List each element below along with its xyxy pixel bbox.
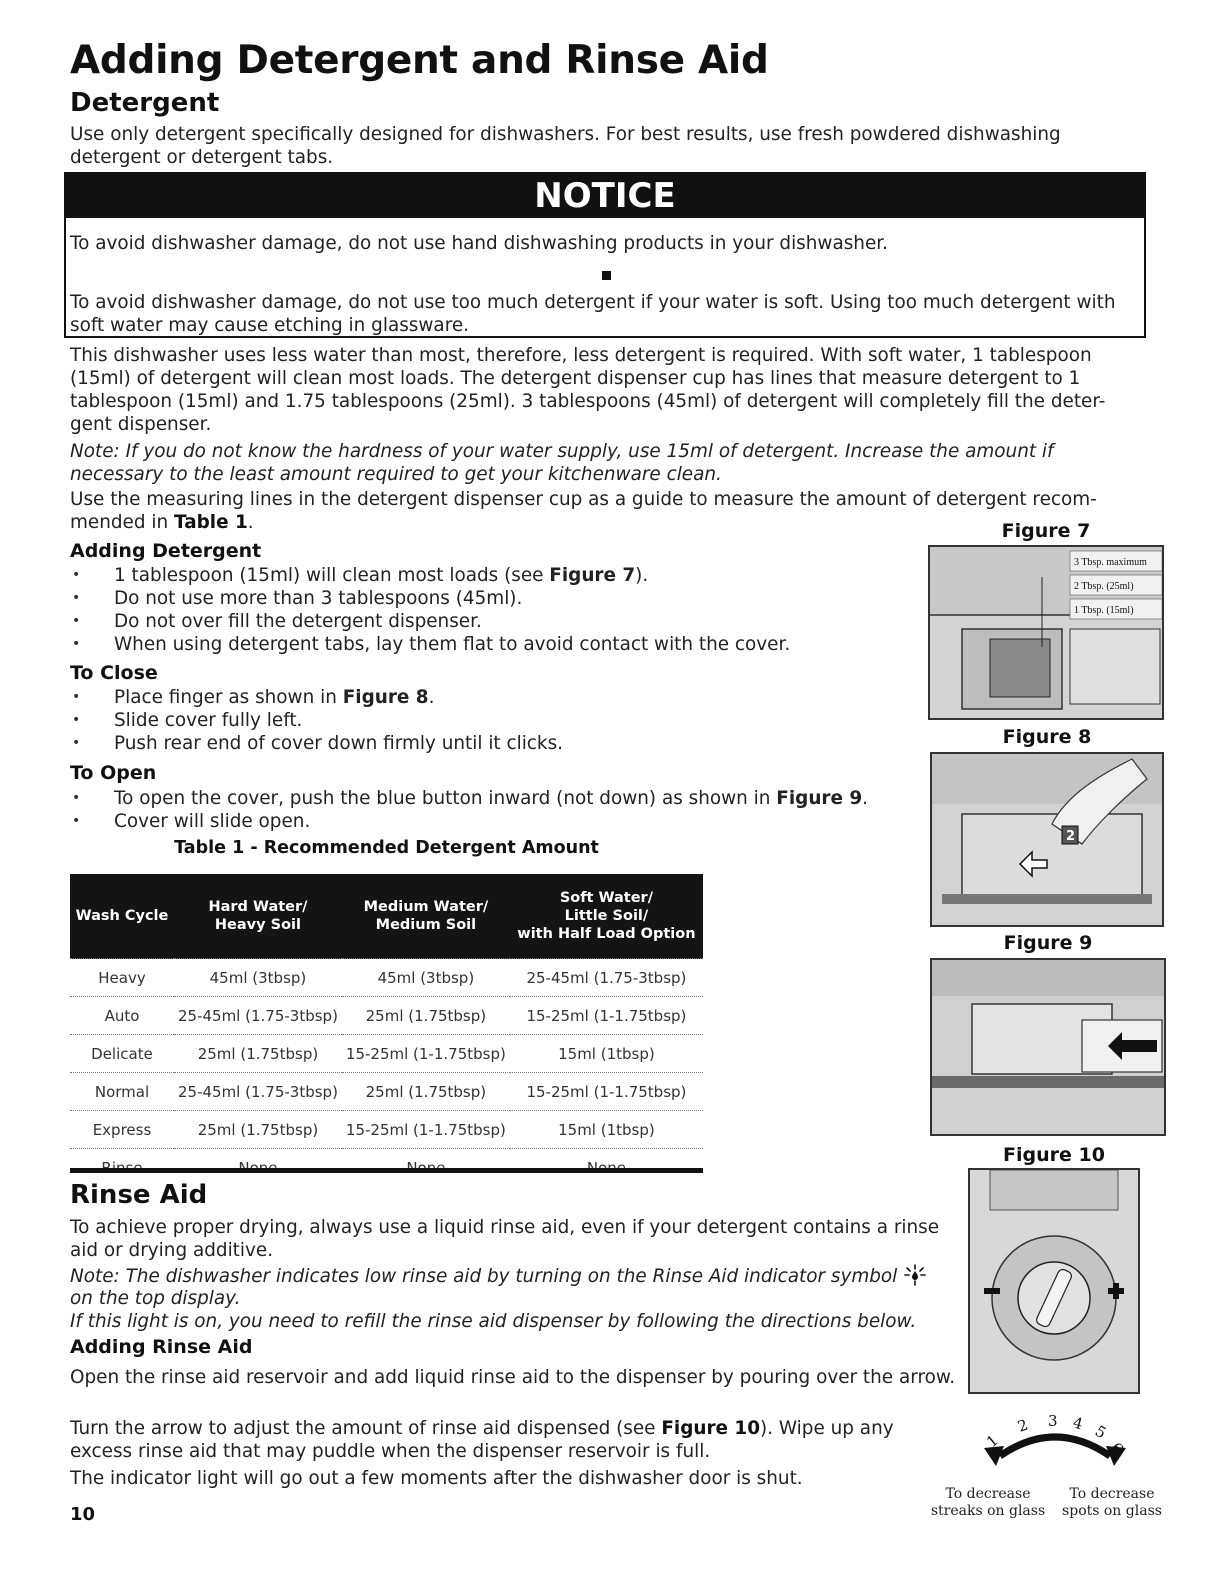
rinse-aid-note-2: If this light is on, you need to refill the rinse aid dispenser by following the directions below.: [70, 1311, 917, 1332]
table-header-cell: Medium Water/ Medium Soil: [342, 874, 510, 959]
figure-7-caption: Figure 7: [1001, 520, 1091, 542]
table-cell: 25ml (1.75tbsp): [174, 1111, 342, 1149]
table-row: [70, 959, 703, 997]
list-item-text: Place finger as shown in: [114, 687, 343, 708]
adding-rinse-aid-heading: Adding Rinse Aid: [70, 1336, 253, 1358]
table-cell: 15-25ml (1-1.75tbsp): [510, 1073, 703, 1111]
to-open-list: [70, 787, 868, 833]
dial-left-label-2: streaks on glass: [930, 1503, 1046, 1519]
figure-9-caption: Figure 9: [1003, 932, 1093, 954]
list-item: • Do not over fill the detergent dispenser.: [70, 610, 790, 633]
table-cell: 15-25ml (1-1.75tbsp): [342, 1111, 510, 1149]
list-item-end: .: [862, 788, 869, 809]
table-cell: Normal: [70, 1073, 174, 1111]
rinse-aid-dial-diagram: [970, 1410, 1140, 1490]
dial-number-2: 2: [1015, 1415, 1031, 1436]
to-close-heading: To Close: [70, 662, 158, 684]
rinse-aid-paragraph-3-end: ). Wipe up any excess rinse aid that may puddle when the dispenser reservoir is full.: [70, 1418, 894, 1462]
table-cell: Delicate: [70, 1035, 174, 1073]
figure-7-label-1tbsp: 1 Tbsp. (15ml): [1074, 605, 1134, 616]
list-item-text: 1 tablespoon (15ml) will clean most loads (see: [114, 565, 550, 586]
rinse-aid-paragraph-3: [70, 1417, 930, 1463]
table-1-reference: Table 1: [174, 512, 248, 533]
figure-8-caption: Figure 8: [1002, 726, 1092, 748]
figure-9-image: [930, 958, 1166, 1136]
detergent-heading: Detergent: [70, 88, 220, 118]
rinse-aid-indicator-icon: [903, 1264, 927, 1286]
body-paragraph-1: This dishwasher uses less water than most, therefore, less detergent is required. With soft water, 1 tablespoon (15ml) of detergent will clean most loads. The detergent dispenser cup has lines that measure detergent to 1 tablespoon (15ml) and 1.75 tablespoons (25ml). 3 tablespoons (45ml) of detergent will completely fill the deter-gent dispenser.: [70, 345, 1106, 435]
list-item: • Slide cover fully left.: [70, 709, 563, 732]
table-cell: 25ml (1.75tbsp): [174, 1035, 342, 1073]
notice-separator: [602, 271, 611, 280]
table-row: [70, 997, 703, 1035]
page-title: Adding Detergent and Rinse Aid: [70, 38, 769, 83]
figure-10-image: [968, 1168, 1140, 1394]
dial-number-1: 1: [983, 1431, 1002, 1452]
rinse-aid-note-text: Note: The dishwasher indicates low rinse aid by turning on the Rinse Aid indicator symbol: [70, 1266, 898, 1287]
table-cell: 15-25ml (1-1.75tbsp): [342, 1035, 510, 1073]
table-row: [70, 1035, 703, 1073]
dial-right-label-1: To decrease: [1069, 1486, 1155, 1502]
dial-number-4: 4: [1070, 1413, 1085, 1434]
figure-7-label-3tbsp: 3 Tbsp. maximum: [1074, 557, 1147, 568]
table-row: [70, 1111, 703, 1149]
table-row: [70, 1073, 703, 1111]
body-paragraph-2b-text: mended in: [70, 512, 175, 533]
dial-left-label: [928, 1486, 1048, 1520]
table-cell: Express: [70, 1111, 174, 1149]
notice-box: [64, 172, 1146, 338]
list-item-text: To open the cover, push the blue button inward (not down) as shown in: [114, 788, 777, 809]
body-note: Note: If you do not know the hardness of your water supply, use 15ml of detergent. Increase the amount if necessary to the least amount required to get your kitchenware clean.: [70, 441, 1054, 485]
rinse-aid-note-1b: on the top display.: [70, 1288, 241, 1309]
table-cell: 15ml (1tbsp): [510, 1111, 703, 1149]
rinse-aid-heading: Rinse Aid: [70, 1180, 208, 1210]
to-open-heading: To Open: [70, 762, 157, 784]
page-number: 10: [70, 1504, 96, 1525]
list-item: [70, 564, 790, 587]
list-item: • Do not use more than 3 tablespoons (45ml).: [70, 587, 790, 610]
body-paragraph-2b: [70, 511, 254, 534]
table-header-cell: Hard Water/ Heavy Soil: [174, 874, 342, 959]
table-cell: 15-25ml (1-1.75tbsp): [510, 997, 703, 1035]
figure-8-marker: 2: [1066, 829, 1076, 844]
list-item: • Push rear end of cover down firmly until it clicks.: [70, 732, 563, 755]
rinse-aid-paragraph-3-text: Turn the arrow to adjust the amount of rinse aid dispensed (see: [70, 1418, 662, 1439]
table-header-cell: Wash Cycle: [70, 874, 174, 959]
figure-7-image: [928, 545, 1164, 720]
figure-8-image: [930, 752, 1164, 927]
table-body: [70, 959, 703, 1187]
list-item: [70, 686, 563, 709]
rinse-aid-paragraph-2: Open the rinse aid reservoir and add liquid rinse aid to the dispenser by pouring over the arrow.: [70, 1367, 956, 1388]
dial-number-6: 6: [1106, 1439, 1127, 1458]
dial-number-3: 3: [1048, 1412, 1058, 1430]
body-paragraph-2a: Use the measuring lines in the detergent dispenser cup as a guide to measure the amount of detergent recom-: [70, 489, 1097, 510]
list-item-end: .: [428, 687, 435, 708]
table-cell: 45ml (3tbsp): [342, 959, 510, 997]
body-paragraph-2b-end: .: [247, 512, 254, 533]
notice-heading: NOTICE: [66, 174, 1144, 218]
table-cell: 25-45ml (1.75-3tbsp): [174, 1073, 342, 1111]
figure-10-reference: Figure 10: [661, 1418, 761, 1439]
table-cell: 25-45ml (1.75-3tbsp): [174, 997, 342, 1035]
figure-7-reference: Figure 7: [549, 565, 636, 586]
table-cell: 25ml (1.75tbsp): [342, 997, 510, 1035]
figure-7-label-2tbsp: 2 Tbsp. (25ml): [1074, 581, 1134, 592]
table-cell: 25ml (1.75tbsp): [342, 1073, 510, 1111]
rinse-aid-note-1: [70, 1264, 927, 1288]
table-cell: Heavy: [70, 959, 174, 997]
dial-right-label-2: spots on glass: [1062, 1503, 1162, 1519]
list-item: [70, 787, 868, 810]
table-caption: Table 1 - Recommended Detergent Amount: [174, 838, 599, 858]
table-cell: 25-45ml (1.75-3tbsp): [510, 959, 703, 997]
adding-detergent-list: [70, 564, 790, 656]
adding-detergent-heading: Adding Detergent: [70, 540, 262, 562]
notice-text-2: To avoid dishwasher damage, do not use too much detergent if your water is soft. Using too much detergent with soft water may cause etching in glassware.: [70, 292, 1116, 336]
table-bottom-rule: [70, 1168, 703, 1173]
detergent-intro: Use only detergent specifically designed for dishwashers. For best results, use fresh powdered dishwashing detergent or detergent tabs.: [70, 124, 1061, 168]
list-item: • When using detergent tabs, lay them flat to avoid contact with the cover.: [70, 633, 790, 656]
list-item: • Cover will slide open.: [70, 810, 868, 833]
table-cell: 15ml (1tbsp): [510, 1035, 703, 1073]
dial-left-label-1: To decrease: [945, 1486, 1031, 1502]
table-header-cell: Soft Water/ Little Soil/ with Half Load Option: [510, 874, 703, 959]
dial-number-5: 5: [1092, 1421, 1110, 1443]
to-close-list: [70, 686, 563, 755]
dial-right-label: [1052, 1486, 1172, 1520]
notice-text-1: To avoid dishwasher damage, do not use hand dishwashing products in your dishwasher.: [70, 233, 888, 254]
figure-8-reference: Figure 8: [342, 687, 429, 708]
figure-10-caption: Figure 10: [1003, 1144, 1105, 1166]
figure-9-reference: Figure 9: [776, 788, 863, 809]
list-item-end: ).: [635, 565, 649, 586]
table-cell: Auto: [70, 997, 174, 1035]
table-header-row: [70, 874, 703, 959]
detergent-table: [70, 874, 703, 1186]
rinse-aid-paragraph-1: To achieve proper drying, always use a liquid rinse aid, even if your detergent contains a rinse aid or drying additive.: [70, 1217, 940, 1261]
table-cell: 45ml (3tbsp): [174, 959, 342, 997]
rinse-aid-paragraph-4: The indicator light will go out a few moments after the dishwasher door is shut.: [70, 1468, 803, 1489]
